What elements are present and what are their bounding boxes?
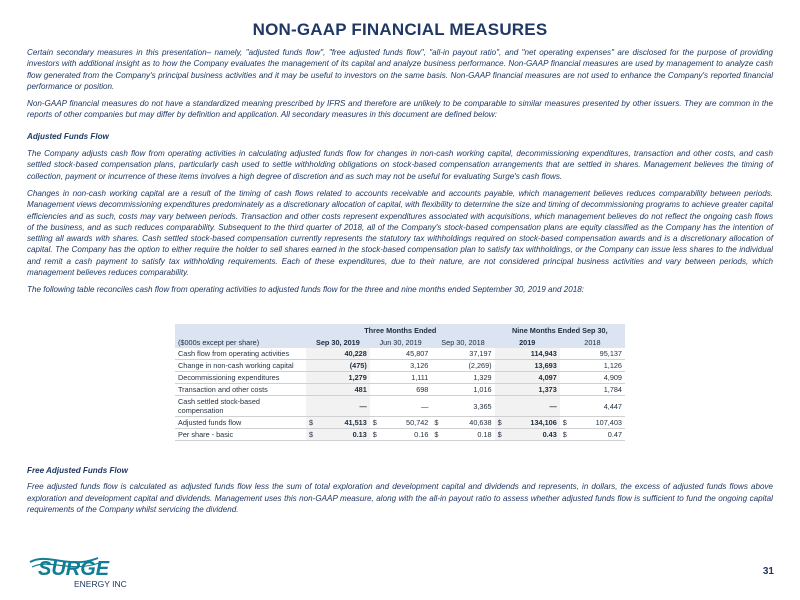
currency-sign: $ — [431, 417, 442, 429]
table-row-label: Change in non-cash working capital — [175, 360, 306, 372]
table-row — [175, 360, 625, 372]
free-adjusted-section — [27, 465, 773, 520]
currency-sign: $ — [560, 429, 571, 441]
table-cell: 0.18 — [442, 429, 494, 441]
currency-sign: $ — [495, 429, 506, 441]
table-col-header: Jun 30, 2019 — [370, 336, 432, 348]
currency-sign: $ — [370, 429, 381, 441]
table-body — [175, 348, 625, 441]
table-cell: 13,693 — [506, 360, 560, 372]
currency-sign — [306, 348, 317, 360]
currency-sign: $ — [370, 417, 381, 429]
table-cell: 0.13 — [317, 429, 370, 441]
reconciliation-table — [175, 324, 625, 441]
currency-sign — [495, 372, 506, 384]
currency-sign — [370, 348, 381, 360]
table-col-header: Sep 30, 2019 — [306, 336, 370, 348]
table-row — [175, 348, 625, 360]
table-col-header: 2019 — [495, 336, 560, 348]
table-row-label: Decommissioning expenditures — [175, 372, 306, 384]
table-row — [175, 396, 625, 417]
free-adjusted-paragraph: Free adjusted funds flow is calculated as adjusted funds flow less the sum of total exploration and development capital and dividends and represents, in dollars, the excess of adjusted funds flows above exploration and development capital and dividends. Management uses this non-GAAP measure, along with the all-in payout ratio to assess whether adjusted funds flow is sufficient to fund the ongoing capital requirements of the Company whilst servicing the dividend. — [27, 482, 773, 514]
logo-wordmark: SURGE — [38, 558, 110, 580]
table-cell: 50,742 — [381, 417, 432, 429]
currency-sign — [495, 384, 506, 396]
currency-sign — [495, 348, 506, 360]
table-cell: 107,403 — [571, 417, 625, 429]
table-cell: — — [317, 396, 370, 417]
currency-sign — [306, 372, 317, 384]
currency-sign — [431, 348, 442, 360]
table-cell: 41,513 — [317, 417, 370, 429]
table-cell: 1,373 — [506, 384, 560, 396]
table-cell: 1,111 — [381, 372, 432, 384]
currency-sign — [431, 396, 442, 417]
company-logo — [28, 548, 138, 590]
currency-sign — [431, 360, 442, 372]
table-cell: 37,197 — [442, 348, 494, 360]
adjusted-funds-flow-heading: Adjusted Funds Flow — [27, 131, 109, 141]
table-cell: — — [506, 396, 560, 417]
currency-sign — [495, 396, 506, 417]
adjusted-paragraph-2: Changes in non-cash working capital are a result of the timing of cash flows related to accounts receivable and accounts payable, which management believes reduces comparability between periods. Management views decommissioning expenditures predominately as a discretionary allocation of capital, with flexibility to determine the size and timing of decommissioning programs to achieve greater capital efficiencies and as such, costs may vary between periods. Transaction and other costs represent expenditures associated with acquisitions, which management believes do not reflect the ongoing cash flows of the business, and as such reduces comparability. Subsequent to the third quarter of 2018, all of the Company's stock-based compensation plans are equity classified as the Company has the intention of settling all awards with shares. Cash settled stock-based compensation currently represents the statutory tax withholdings required on stock-based compensation awards and is a discretionary allocation of capital. The Company has the option to either require the holder to sell shares earned in the stock-based compensation plan to satisfy tax withholdings, or the Company can issue less shares to the individual and remit a cash payment to satisfy tax withholding requirements. Each of these expenditures, due to their nature, are not considered principal business activities and vary between periods, which management believes reduces comparability. — [27, 188, 773, 278]
table-cell: 45,807 — [381, 348, 432, 360]
table-row — [175, 372, 625, 384]
intro-paragraph-1: Certain secondary measures in this presentation– namely, "adjusted funds flow", "free adjusted funds flow", "all-in payout ratio", and "net operating expenses" are disclosed for the purpose of providing investors with additional insight as to how the Company evaluates the management of its capital and analyze business performance. Non-GAAP financial measures are used by management to analyze cash flow generated from the Company's principal business activities and it may be useful to investors on the same basis. Non-GAAP financial measures are not used to enhance the Company's reported financial performance or position. — [27, 48, 773, 91]
currency-sign: $ — [306, 417, 317, 429]
table-cell: 1,279 — [317, 372, 370, 384]
table-cell: 0.16 — [381, 429, 432, 441]
table-row — [175, 384, 625, 396]
currency-sign — [431, 384, 442, 396]
table-cell: 4,909 — [571, 372, 625, 384]
table-group-header-row — [175, 324, 625, 336]
currency-sign — [560, 396, 571, 417]
table-row-label: Transaction and other costs — [175, 384, 306, 396]
table-row-label: Cash settled stock-based compensation — [175, 396, 306, 417]
table-cell: 114,943 — [506, 348, 560, 360]
table-group-three-months: Three Months Ended — [306, 324, 495, 336]
table-cell: 0.43 — [506, 429, 560, 441]
currency-sign — [370, 372, 381, 384]
currency-sign: $ — [495, 417, 506, 429]
surge-logo-mark — [28, 548, 138, 590]
table-cell: (2,269) — [442, 360, 494, 372]
table-cell: 40,228 — [317, 348, 370, 360]
table-row-label: Adjusted funds flow — [175, 417, 306, 429]
table-cell: 698 — [381, 384, 432, 396]
table-group-blank — [175, 324, 306, 336]
adjusted-paragraph-3: The following table reconciles cash flow from operating activities to adjusted funds flow for the three and nine months ended September 30, 2019 and 2018: — [27, 285, 585, 295]
table-col-header: Sep 30, 2018 — [431, 336, 494, 348]
table-cell: 3,126 — [381, 360, 432, 372]
currency-sign — [306, 396, 317, 417]
currency-sign — [560, 360, 571, 372]
adjusted-paragraph-1: The Company adjusts cash flow from operating activities in calculating adjusted funds flow for changes in non-cash working capital, decommissioning expenditures, transaction and other costs, and cash settled stock-based compensation plans, particularly cash used to settle withholding obligations on stock-based compensation arrangements that are settled in shares. Management believes the timing of collection, payment or incurrence of these items involves a high degree of discretion and as such may not be useful for evaluating Surge's cash flows. — [27, 149, 773, 181]
table-cell: 40,638 — [442, 417, 494, 429]
table-cell: 481 — [317, 384, 370, 396]
currency-sign: $ — [431, 429, 442, 441]
table-cell: 0.47 — [571, 429, 625, 441]
currency-sign: $ — [560, 417, 571, 429]
intro-section — [27, 47, 773, 302]
table-cell: 4,447 — [571, 396, 625, 417]
currency-sign — [370, 384, 381, 396]
page-title: NON-GAAP FINANCIAL MEASURES — [252, 20, 548, 39]
intro-paragraph-2: Non-GAAP financial measures do not have a standardized meaning prescribed by IFRS and therefore are unlikely to be comparable to similar measures presented by other issuers. They are common in the reports of other companies but may differ by definition and application. All secondary measures in this document are defined below: — [27, 99, 773, 120]
page-number: 31 — [762, 566, 774, 577]
logo-subtext: ENERGY INC — [74, 579, 127, 589]
table-row-label: Cash flow from operating activities — [175, 348, 306, 360]
table-cell: (475) — [317, 360, 370, 372]
table-group-nine-months: Nine Months Ended Sep 30, — [495, 324, 625, 336]
currency-sign — [495, 360, 506, 372]
table-cell: 1,126 — [571, 360, 625, 372]
currency-sign — [560, 348, 571, 360]
currency-sign — [370, 396, 381, 417]
free-adjusted-funds-flow-heading: Free Adjusted Funds Flow — [27, 466, 128, 475]
table-cell: — — [381, 396, 432, 417]
currency-sign — [431, 372, 442, 384]
currency-sign — [560, 372, 571, 384]
currency-sign — [306, 360, 317, 372]
table-col-header: 2018 — [560, 336, 625, 348]
currency-sign — [560, 384, 571, 396]
table-cell: 4,097 — [506, 372, 560, 384]
table-cell: 95,137 — [571, 348, 625, 360]
table-cell: 1,016 — [442, 384, 494, 396]
table-row — [175, 417, 625, 429]
currency-sign: $ — [306, 429, 317, 441]
currency-sign — [370, 360, 381, 372]
table-cell: 3,365 — [442, 396, 494, 417]
reconciliation-table-wrapper — [175, 324, 625, 441]
table-cell: 1,329 — [442, 372, 494, 384]
table-cell: 134,106 — [506, 417, 560, 429]
table-label-header: ($000s except per share) — [175, 336, 306, 348]
table-column-header-row — [175, 336, 625, 348]
currency-sign — [306, 384, 317, 396]
table-cell: 1,784 — [571, 384, 625, 396]
table-row-label: Per share - basic — [175, 429, 306, 441]
table-row — [175, 429, 625, 441]
